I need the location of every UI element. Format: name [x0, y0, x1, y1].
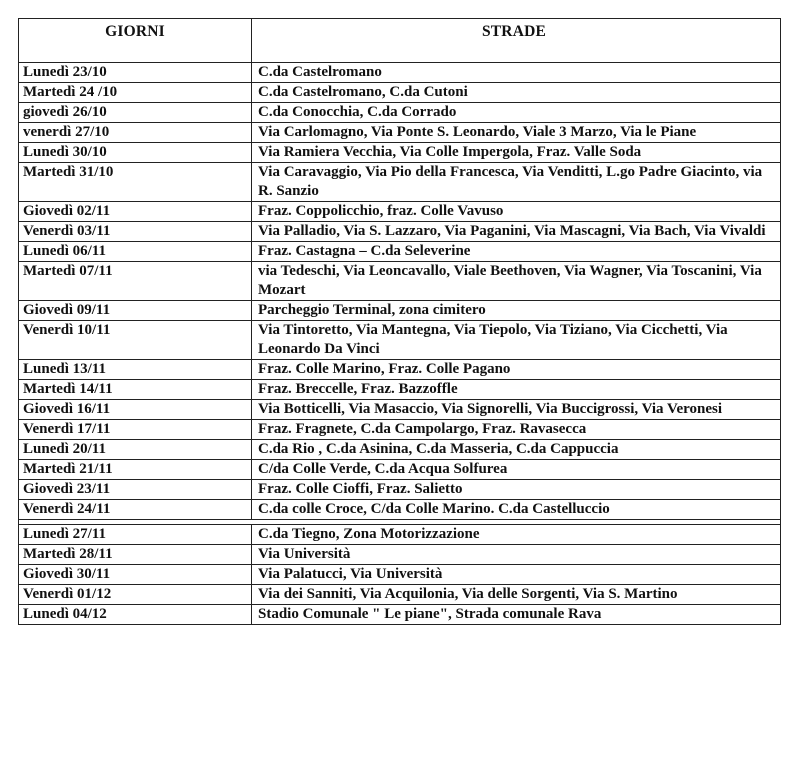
streets-cell: Via Palatucci, Via Università — [252, 565, 781, 585]
table-row — [19, 420, 781, 440]
table-row — [19, 262, 781, 301]
streets-cell: Via Caravaggio, Via Pio della Francesca, Via Venditti, L.go Padre Giacinto, via R. Sanzio — [252, 163, 781, 202]
table-row — [19, 380, 781, 400]
day-cell: venerdì 27/10 — [19, 123, 252, 143]
day-cell: Lunedì 23/10 — [19, 63, 252, 83]
day-cell: Lunedì 04/12 — [19, 605, 252, 625]
day-cell: giovedì 26/10 — [19, 103, 252, 123]
streets-cell: Fraz. Fragnete, C.da Campolargo, Fraz. Ravasecca — [252, 420, 781, 440]
streets-cell: Fraz. Castagna – C.da Seleverine — [252, 242, 781, 262]
day-cell: Martedì 07/11 — [19, 262, 252, 301]
day-cell: Martedì 28/11 — [19, 545, 252, 565]
streets-cell: C.da Conocchia, C.da Corrado — [252, 103, 781, 123]
streets-cell: Via Palladio, Via S. Lazzaro, Via Paganini, Via Mascagni, Via Bach, Via Vivaldi — [252, 222, 781, 242]
day-cell: Venerdì 03/11 — [19, 222, 252, 242]
table-row — [19, 123, 781, 143]
day-cell: Lunedì 30/10 — [19, 143, 252, 163]
table-row — [19, 480, 781, 500]
table-row — [19, 585, 781, 605]
streets-cell: Fraz. Colle Marino, Fraz. Colle Pagano — [252, 360, 781, 380]
day-cell: Giovedì 16/11 — [19, 400, 252, 420]
day-cell: Giovedì 23/11 — [19, 480, 252, 500]
table-row — [19, 500, 781, 520]
table-row — [19, 83, 781, 103]
table-row — [19, 202, 781, 222]
day-cell: Venerdì 24/11 — [19, 500, 252, 520]
streets-cell: C.da Rio , C.da Asinina, C.da Masseria, C.da Cappuccia — [252, 440, 781, 460]
table-row — [19, 360, 781, 380]
day-cell: Venerdì 01/12 — [19, 585, 252, 605]
streets-cell: Via Tintoretto, Via Mantegna, Via Tiepolo, Via Tiziano, Via Cicchetti, Via Leonardo Da Vinci — [252, 321, 781, 360]
table-row — [19, 301, 781, 321]
header-strade: STRADE — [252, 19, 781, 63]
day-cell: Martedì 24 /10 — [19, 83, 252, 103]
table-row — [19, 321, 781, 360]
day-cell: Lunedì 13/11 — [19, 360, 252, 380]
day-cell: Martedì 31/10 — [19, 163, 252, 202]
streets-cell: Fraz. Breccelle, Fraz. Bazzoffle — [252, 380, 781, 400]
streets-cell: via Tedeschi, Via Leoncavallo, Viale Beethoven, Via Wagner, Via Toscanini, Via Mozart — [252, 262, 781, 301]
table-row — [19, 460, 781, 480]
table-row — [19, 63, 781, 83]
table-row — [19, 163, 781, 202]
header-giorni: GIORNI — [19, 19, 252, 63]
day-cell: Giovedì 09/11 — [19, 301, 252, 321]
streets-cell: Via Botticelli, Via Masaccio, Via Signorelli, Via Buccigrossi, Via Veronesi — [252, 400, 781, 420]
day-cell: Lunedì 20/11 — [19, 440, 252, 460]
day-cell: Lunedì 06/11 — [19, 242, 252, 262]
streets-cell: C/da Colle Verde, C.da Acqua Solfurea — [252, 460, 781, 480]
table-row — [19, 525, 781, 545]
table-body — [19, 63, 781, 625]
table-row — [19, 143, 781, 163]
header-row — [19, 19, 781, 63]
day-cell: Giovedì 02/11 — [19, 202, 252, 222]
streets-cell: Fraz. Colle Cioffi, Fraz. Salietto — [252, 480, 781, 500]
streets-cell: Via Ramiera Vecchia, Via Colle Impergola, Fraz. Valle Soda — [252, 143, 781, 163]
streets-cell: Via Università — [252, 545, 781, 565]
table-row — [19, 400, 781, 420]
table-row — [19, 440, 781, 460]
streets-cell: C.da colle Croce, C/da Colle Marino. C.da Castelluccio — [252, 500, 781, 520]
streets-cell: Stadio Comunale " Le piane", Strada comunale Rava — [252, 605, 781, 625]
day-cell: Venerdì 10/11 — [19, 321, 252, 360]
streets-cell: C.da Tiegno, Zona Motorizzazione — [252, 525, 781, 545]
day-cell: Lunedì 27/11 — [19, 525, 252, 545]
day-cell: Venerdì 17/11 — [19, 420, 252, 440]
streets-cell: C.da Castelromano, C.da Cutoni — [252, 83, 781, 103]
streets-cell: Fraz. Coppolicchio, fraz. Colle Vavuso — [252, 202, 781, 222]
table-row — [19, 545, 781, 565]
schedule-table — [18, 18, 781, 625]
streets-cell: Via dei Sanniti, Via Acquilonia, Via delle Sorgenti, Via S. Martino — [252, 585, 781, 605]
day-cell: Giovedì 30/11 — [19, 565, 252, 585]
streets-cell: Via Carlomagno, Via Ponte S. Leonardo, Viale 3 Marzo, Via le Piane — [252, 123, 781, 143]
table-row — [19, 565, 781, 585]
day-cell: Martedì 14/11 — [19, 380, 252, 400]
streets-cell: C.da Castelromano — [252, 63, 781, 83]
table-row — [19, 605, 781, 625]
table-header — [19, 19, 781, 63]
streets-cell: Parcheggio Terminal, zona cimitero — [252, 301, 781, 321]
table-row — [19, 103, 781, 123]
table-row — [19, 222, 781, 242]
day-cell: Martedì 21/11 — [19, 460, 252, 480]
table-row — [19, 242, 781, 262]
